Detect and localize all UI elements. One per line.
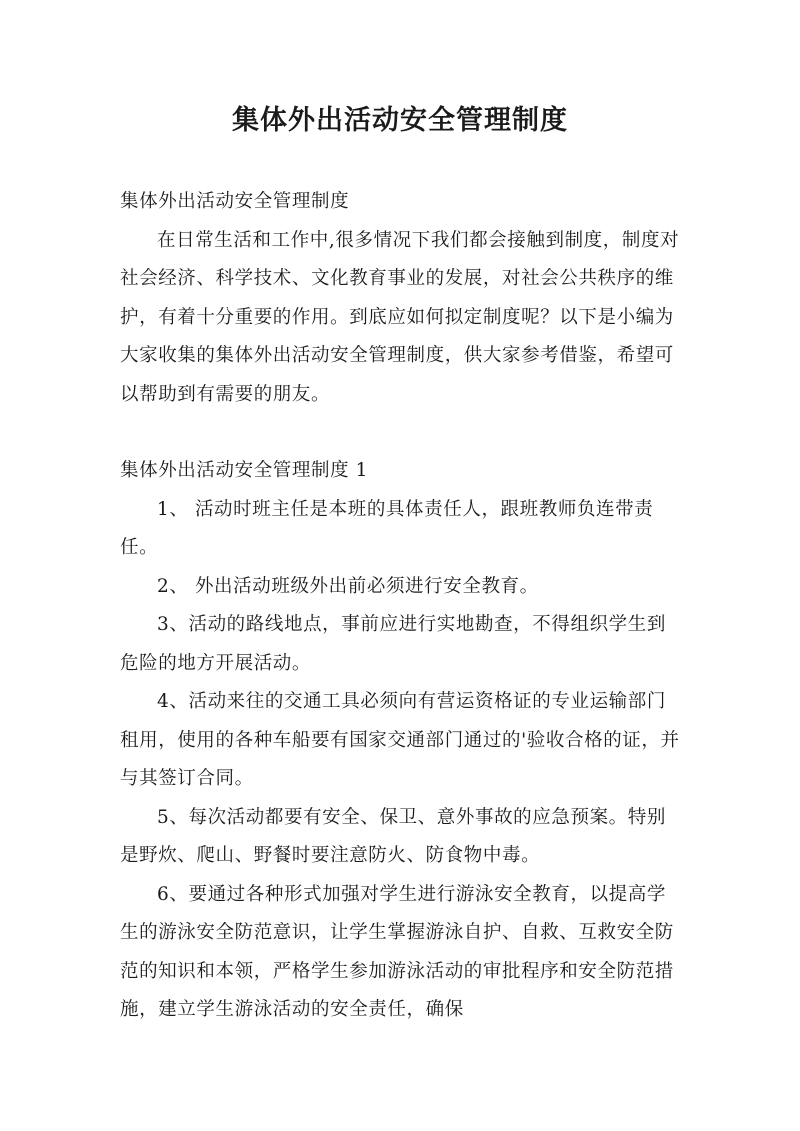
list-item: 2、 外出活动班级外出前必须进行安全教育。 bbox=[157, 575, 539, 597]
paragraph-spacer bbox=[120, 414, 685, 452]
list-item: 3、活动的路线地点，事前应进行实地勘查，不得组织学生到危险的地方开展活动。 bbox=[120, 614, 666, 674]
list-item: 6、要通过各种形式加强对学生进行游泳安全教育，以提高学生的游泳安全防范意识，让学生掌握游泳自护、自救、互救安全防范的知识和本领，严格学生参加游泳活动的审批程序和安全防范措施，建立学生游泳活动的安全责任，确保 bbox=[120, 883, 674, 1020]
list-item: 4、活动来往的交通工具必须向有营运资格证的专业运输部门租用，使用的各种车船要有国家交通部门通过的'验收合格的证，并与其签订合同。 bbox=[120, 691, 680, 789]
list-item: 5、每次活动都要有安全、保卫、意外事故的应急预案。特别是野炊、爬山、野餐时要注意防火、防食物中毒。 bbox=[120, 806, 666, 866]
document-subtitle: 集体外出活动安全管理制度 bbox=[120, 191, 350, 212]
list-item: 1、 活动时班主任是本班的具体责任人，跟班教师负连带责任。 bbox=[120, 498, 654, 558]
section-heading: 集体外出活动安全管理制度 1 bbox=[120, 460, 369, 481]
document-body bbox=[120, 183, 685, 1030]
page-title: 集体外出活动安全管理制度 bbox=[232, 105, 568, 136]
intro-paragraph: 在日常生活和工作中,很多情况下我们都会接触到制度，制度对社会经济、科学技术、文化教育事业的发展，对社会公共秩序的维护，有着十分重要的作用。到底应如何拟定制度呢？以下是小编为大家收集的集体外出活动安全管理制度，供大家参考借鉴，希望可以帮助到有需要的朋友。 bbox=[120, 229, 680, 405]
